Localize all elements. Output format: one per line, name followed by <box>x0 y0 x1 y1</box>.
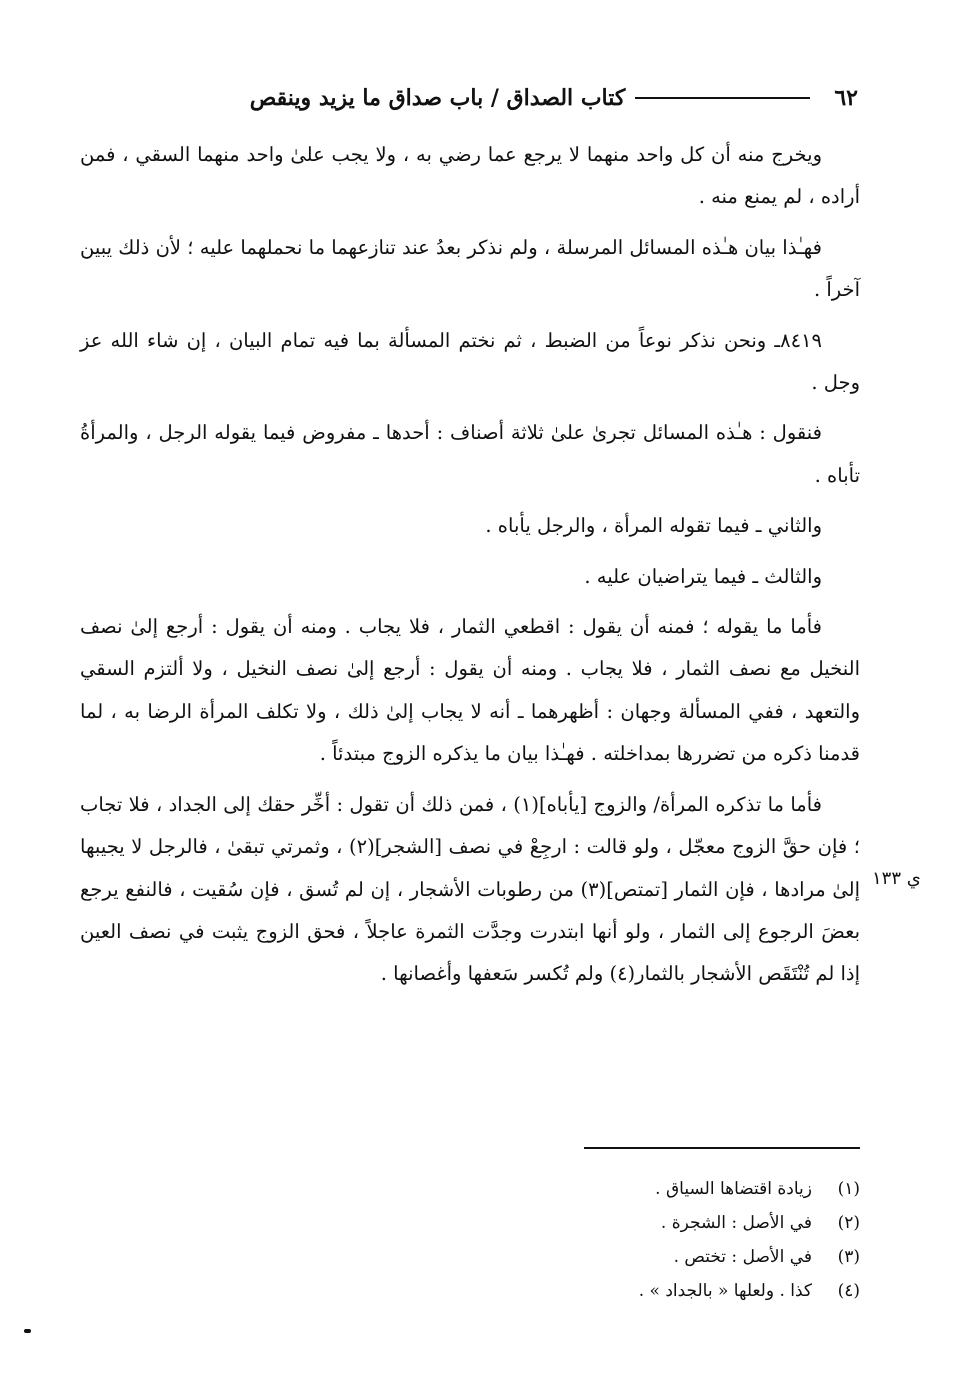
paragraph: والثالث ـ فيما يتراضيان عليه . <box>584 564 822 588</box>
header-title: كتاب الصداق / باب صداق ما يزيد وينقص <box>249 85 626 111</box>
footnote-text: في الأصل : تختص . <box>673 1247 812 1267</box>
paragraph: فأما ما يقوله ؛ فمنه أن يقول : اقطعي الثمار ، فلا يجاب . ومنه أن يقول : أرجع إلىٰ نصف النخيل مع نصف الثمار ، فلا يجاب . ومنه أن يقول : أرجع إلىٰ نصف النخيل ، ولا ألتزم السقي والتعهد ، ففي المسألة وجهان : أظهرهما ـ أنه لا يجاب إلىٰ ذلك ، ولا تكلف المرأة الرضا به ، لما قدمنا ذكره من تضررها بمداخلته . فهـٰذا بيان ما يذكره الزوج مبتدئاً . <box>80 615 860 766</box>
footnote-number: (٣) <box>837 1247 860 1267</box>
footnote-text: زيادة اقتضاها السياق . <box>655 1179 812 1199</box>
footnote <box>360 1206 860 1240</box>
footnote-text: في الأصل : الشجرة . <box>660 1213 812 1233</box>
running-header <box>88 80 858 116</box>
footnotes <box>360 1172 860 1308</box>
paragraph: فأما ما تذكره المرأة/ والزوج [يأباه](١) ، فمن ذلك أن تقول : أخِّر حقك إلى الجداد ، فلا تجاب ؛ فإن حقَّ الزوج معجّل ، ولو قالت : ارجِعْ في نصف [الشجر](٢) ، وثمرتي تبقىٰ ، فالرجل لا يجيبها إلىٰ مرادها ، فإن الثمار [تمتص](٣) من رطوبات الأشجار ، إن لم تُسق ، فإن سُقيت ، فالنفع يرجع بعضَ الرجوع إلى الثمار ، ولو أنها ابتدرت وجدَّت الثمرة عاجلاً ، فحق الزوج يثبت في نصف العين إذا لم تُنْتَقَص الأشجار بالثمار(٤) ولم تُكسر سَعفها وأغصانها . <box>80 792 861 986</box>
paragraph: فهـٰذا بيان هـٰذه المسائل المرسلة ، ولم نذكر بعدُ عند تنازعهما ما نحملهما عليه ؛ لأن ذلك يبين آخراً . <box>80 235 860 302</box>
footnote <box>360 1274 860 1308</box>
paragraph-numbered-8419: ٨٤١٩ـ ونحن نذكر نوعاً من الضبط ، ثم نختم المسألة بما فيه تمام البيان ، إن شاء الله عز وجل . <box>80 328 860 395</box>
footnote <box>360 1240 860 1274</box>
paragraph: ويخرج منه أن كل واحد منهما لا يرجع عما رضي به ، ولا يجب علىٰ واحد منهما السقي ، فمن أراده ، لم يمنع منه . <box>80 143 860 209</box>
header-rule <box>635 97 810 99</box>
footnote-text: كذا . ولعلها « بالجداد » . <box>638 1281 812 1301</box>
paragraph: والثاني ـ فيما تقوله المرأة ، والرجل يأباه . <box>485 514 822 538</box>
main-text <box>80 134 860 996</box>
scan-speck <box>24 1329 31 1333</box>
footnote-number: (١) <box>837 1179 860 1199</box>
margin-folio-note: ي ١٣٣ <box>872 868 921 889</box>
footnote-number: (٢) <box>837 1213 860 1233</box>
page-number: ٦٢ <box>834 85 858 111</box>
paragraph: فنقول : هـٰذه المسائل تجرىٰ علىٰ ثلاثة أصناف : أحدها ـ مفروض فيما يقوله الرجل ، والمرأةُ تأباه . <box>80 421 860 487</box>
footnote-separator <box>584 1147 860 1149</box>
footnote <box>360 1172 860 1206</box>
footnote-number: (٤) <box>837 1281 860 1301</box>
